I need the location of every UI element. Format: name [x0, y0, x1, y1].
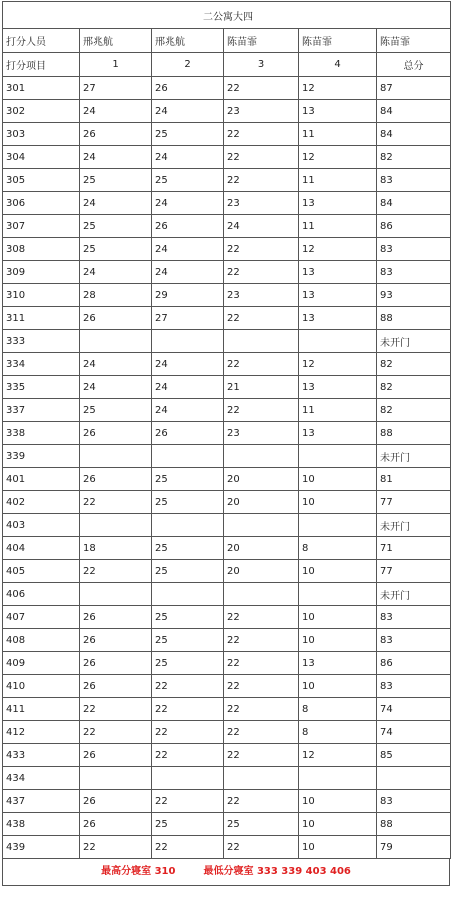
score-cell: 26 — [80, 468, 152, 491]
score-cell — [224, 514, 299, 537]
score-cell — [299, 767, 377, 790]
table-row — [3, 514, 451, 537]
score-cell: 22 — [224, 399, 299, 422]
score-cell: 23 — [224, 192, 299, 215]
table-row — [3, 767, 451, 790]
score-cell — [152, 330, 224, 353]
score-cell: 84 — [377, 192, 451, 215]
table-row — [3, 77, 451, 100]
score-cell: 88 — [377, 422, 451, 445]
table-row — [3, 790, 451, 813]
header-cell: 1 — [80, 53, 152, 77]
score-cell: 77 — [377, 560, 451, 583]
score-cell: 26 — [80, 675, 152, 698]
score-cell: 8 — [299, 537, 377, 560]
room-number-cell: 401 — [3, 468, 80, 491]
table-row — [3, 353, 451, 376]
room-number-cell: 335 — [3, 376, 80, 399]
score-cell: 22 — [80, 698, 152, 721]
score-cell: 74 — [377, 698, 451, 721]
room-number-cell: 309 — [3, 261, 80, 284]
score-cell: 24 — [152, 261, 224, 284]
score-cell: 13 — [299, 100, 377, 123]
room-number-cell: 402 — [3, 491, 80, 514]
table-row — [3, 675, 451, 698]
score-cell: 10 — [299, 560, 377, 583]
score-cell: 24 — [152, 192, 224, 215]
score-cell: 10 — [299, 675, 377, 698]
room-number-cell: 408 — [3, 629, 80, 652]
table-row — [3, 261, 451, 284]
score-cell: 24 — [80, 146, 152, 169]
lowest-score-note: 最低分寝室 333 339 403 406 — [203, 866, 351, 877]
score-cell: 13 — [299, 284, 377, 307]
score-cell — [80, 445, 152, 468]
room-number-cell: 301 — [3, 77, 80, 100]
table-row — [3, 192, 451, 215]
score-cell: 24 — [152, 238, 224, 261]
room-number-cell: 411 — [3, 698, 80, 721]
score-cell: 22 — [224, 77, 299, 100]
score-cell: 13 — [299, 261, 377, 284]
score-cell: 24 — [80, 192, 152, 215]
room-number-cell: 405 — [3, 560, 80, 583]
room-number-cell: 433 — [3, 744, 80, 767]
score-cell: 26 — [152, 77, 224, 100]
score-cell: 86 — [377, 652, 451, 675]
score-cell: 26 — [80, 307, 152, 330]
table-row — [3, 215, 451, 238]
score-cell: 11 — [299, 123, 377, 146]
table-row — [3, 583, 451, 606]
score-cell: 未开门 — [377, 514, 451, 537]
score-cell: 25 — [152, 652, 224, 675]
score-cell: 25 — [152, 169, 224, 192]
score-cell: 25 — [152, 537, 224, 560]
table-row — [3, 721, 451, 744]
score-cell: 24 — [80, 376, 152, 399]
room-number-cell: 338 — [3, 422, 80, 445]
score-cell: 12 — [299, 146, 377, 169]
score-cell: 18 — [80, 537, 152, 560]
room-number-cell: 334 — [3, 353, 80, 376]
score-cell: 10 — [299, 468, 377, 491]
score-cell — [299, 514, 377, 537]
score-cell: 未开门 — [377, 583, 451, 606]
room-number-cell: 407 — [3, 606, 80, 629]
room-number-cell: 434 — [3, 767, 80, 790]
table-row — [3, 652, 451, 675]
room-number-cell: 304 — [3, 146, 80, 169]
score-cell: 13 — [299, 307, 377, 330]
score-cell: 13 — [299, 376, 377, 399]
table-row — [3, 836, 451, 859]
score-cell: 27 — [152, 307, 224, 330]
room-number-cell: 310 — [3, 284, 80, 307]
room-number-cell: 409 — [3, 652, 80, 675]
header-cell: 4 — [299, 53, 377, 77]
score-cell: 20 — [224, 560, 299, 583]
score-cell: 13 — [299, 652, 377, 675]
score-cell: 27 — [80, 77, 152, 100]
score-cell: 10 — [299, 813, 377, 836]
score-cell — [80, 514, 152, 537]
score-cell — [224, 330, 299, 353]
score-cell: 82 — [377, 399, 451, 422]
score-cell: 10 — [299, 790, 377, 813]
header-cell: 打分项目 — [3, 53, 80, 77]
score-cell: 8 — [299, 721, 377, 744]
table-row — [3, 123, 451, 146]
score-cell — [80, 767, 152, 790]
score-cell: 13 — [299, 192, 377, 215]
score-cell — [224, 767, 299, 790]
table-row — [3, 399, 451, 422]
score-cell: 26 — [80, 652, 152, 675]
score-cell: 25 — [152, 123, 224, 146]
table-row — [3, 813, 451, 836]
score-cell: 28 — [80, 284, 152, 307]
room-number-cell: 438 — [3, 813, 80, 836]
score-cell: 20 — [224, 491, 299, 514]
score-cell: 29 — [152, 284, 224, 307]
room-number-cell: 311 — [3, 307, 80, 330]
score-cell: 83 — [377, 238, 451, 261]
score-cell: 22 — [224, 169, 299, 192]
score-cell: 22 — [224, 146, 299, 169]
score-cell: 22 — [224, 629, 299, 652]
score-cell: 22 — [224, 652, 299, 675]
score-cell: 26 — [80, 123, 152, 146]
score-cell: 82 — [377, 376, 451, 399]
score-cell: 22 — [224, 744, 299, 767]
score-cell: 12 — [299, 77, 377, 100]
score-cell: 22 — [224, 261, 299, 284]
header-cell: 邢兆航 — [80, 29, 152, 53]
score-cell: 22 — [224, 238, 299, 261]
score-cell: 10 — [299, 606, 377, 629]
table-row — [3, 629, 451, 652]
score-cell — [152, 583, 224, 606]
score-cell: 25 — [152, 560, 224, 583]
score-cell: 22 — [152, 721, 224, 744]
room-number-cell: 410 — [3, 675, 80, 698]
score-cell: 22 — [80, 560, 152, 583]
table-row — [3, 698, 451, 721]
room-number-cell: 412 — [3, 721, 80, 744]
header-cell: 邢兆航 — [152, 29, 224, 53]
score-cell: 82 — [377, 146, 451, 169]
score-cell: 24 — [152, 376, 224, 399]
score-cell: 83 — [377, 790, 451, 813]
score-cell: 84 — [377, 123, 451, 146]
table-row — [3, 330, 451, 353]
room-number-cell: 406 — [3, 583, 80, 606]
header-cell: 3 — [224, 53, 299, 77]
score-cell — [224, 583, 299, 606]
table-row — [3, 744, 451, 767]
score-cell: 10 — [299, 491, 377, 514]
score-cell: 22 — [152, 744, 224, 767]
table-row — [3, 445, 451, 468]
table-title: 二公寓大四 — [3, 2, 451, 29]
score-cell: 24 — [80, 100, 152, 123]
score-cell: 22 — [152, 836, 224, 859]
score-cell: 26 — [152, 215, 224, 238]
score-sheet — [2, 1, 450, 886]
room-number-cell: 305 — [3, 169, 80, 192]
table-row — [3, 146, 451, 169]
table-row — [3, 238, 451, 261]
score-cell: 24 — [80, 353, 152, 376]
score-cell: 8 — [299, 698, 377, 721]
score-cell: 21 — [224, 376, 299, 399]
score-cell: 71 — [377, 537, 451, 560]
table-row — [3, 169, 451, 192]
score-cell: 22 — [80, 836, 152, 859]
score-cell: 83 — [377, 606, 451, 629]
header-cell: 2 — [152, 53, 224, 77]
score-cell: 77 — [377, 491, 451, 514]
score-cell: 86 — [377, 215, 451, 238]
score-cell: 未开门 — [377, 445, 451, 468]
score-cell: 22 — [224, 836, 299, 859]
table-row — [3, 422, 451, 445]
score-cell: 22 — [80, 721, 152, 744]
score-cell: 84 — [377, 100, 451, 123]
title-row — [3, 2, 451, 29]
table-row — [3, 307, 451, 330]
score-cell: 20 — [224, 537, 299, 560]
room-number-cell: 306 — [3, 192, 80, 215]
score-cell: 26 — [80, 629, 152, 652]
score-cell: 25 — [152, 468, 224, 491]
table-row — [3, 284, 451, 307]
table-row — [3, 468, 451, 491]
score-cell: 26 — [80, 744, 152, 767]
score-cell — [80, 583, 152, 606]
score-cell: 85 — [377, 744, 451, 767]
score-cell: 83 — [377, 629, 451, 652]
score-cell: 22 — [224, 123, 299, 146]
room-number-cell: 439 — [3, 836, 80, 859]
room-number-cell: 333 — [3, 330, 80, 353]
table-row — [3, 491, 451, 514]
score-cell: 12 — [299, 353, 377, 376]
score-cell: 24 — [152, 353, 224, 376]
score-cell — [152, 514, 224, 537]
header-cell: 陈苗霏 — [224, 29, 299, 53]
score-cell: 25 — [152, 491, 224, 514]
table-row — [3, 606, 451, 629]
score-cell: 22 — [224, 353, 299, 376]
score-cell: 12 — [299, 238, 377, 261]
score-cell: 23 — [224, 284, 299, 307]
score-cell: 24 — [152, 146, 224, 169]
score-cell: 24 — [80, 261, 152, 284]
score-cell: 22 — [224, 307, 299, 330]
score-cell: 24 — [152, 399, 224, 422]
score-cell — [299, 583, 377, 606]
room-number-cell: 302 — [3, 100, 80, 123]
score-cell — [377, 767, 451, 790]
score-cell: 88 — [377, 307, 451, 330]
score-cell: 23 — [224, 422, 299, 445]
score-cell: 88 — [377, 813, 451, 836]
score-cell: 81 — [377, 468, 451, 491]
room-number-cell: 404 — [3, 537, 80, 560]
score-cell: 12 — [299, 744, 377, 767]
score-cell: 26 — [80, 790, 152, 813]
room-number-cell: 337 — [3, 399, 80, 422]
score-cell: 22 — [224, 698, 299, 721]
score-cell: 25 — [224, 813, 299, 836]
header-cell: 打分人员 — [3, 29, 80, 53]
header-row-items — [3, 53, 451, 77]
room-number-cell: 339 — [3, 445, 80, 468]
score-cell: 83 — [377, 169, 451, 192]
score-cell: 83 — [377, 675, 451, 698]
score-cell: 24 — [152, 100, 224, 123]
score-cell — [299, 330, 377, 353]
score-cell: 22 — [152, 698, 224, 721]
score-cell: 13 — [299, 422, 377, 445]
score-cell: 22 — [224, 606, 299, 629]
score-cell: 23 — [224, 100, 299, 123]
table-row — [3, 537, 451, 560]
score-cell: 87 — [377, 77, 451, 100]
room-number-cell: 403 — [3, 514, 80, 537]
score-cell: 22 — [224, 790, 299, 813]
score-cell: 22 — [152, 675, 224, 698]
score-cell: 22 — [80, 491, 152, 514]
score-cell: 25 — [152, 606, 224, 629]
score-cell: 25 — [80, 169, 152, 192]
score-cell: 82 — [377, 353, 451, 376]
header-cell: 陈苗霏 — [377, 29, 451, 53]
header-cell: 陈苗霏 — [299, 29, 377, 53]
score-cell: 22 — [152, 790, 224, 813]
score-cell — [299, 445, 377, 468]
score-cell: 11 — [299, 169, 377, 192]
score-cell: 25 — [80, 399, 152, 422]
score-cell: 未开门 — [377, 330, 451, 353]
score-cell: 10 — [299, 836, 377, 859]
score-cell — [152, 445, 224, 468]
score-cell: 26 — [80, 422, 152, 445]
score-cell: 10 — [299, 629, 377, 652]
header-cell: 总分 — [377, 53, 451, 77]
score-cell — [80, 330, 152, 353]
table-row — [3, 560, 451, 583]
score-cell: 25 — [152, 813, 224, 836]
score-cell: 26 — [152, 422, 224, 445]
highest-score-note: 最高分寝室 310 — [101, 866, 176, 877]
table-row — [3, 376, 451, 399]
room-number-cell: 308 — [3, 238, 80, 261]
score-cell: 22 — [224, 721, 299, 744]
score-cell: 24 — [224, 215, 299, 238]
score-cell: 26 — [80, 606, 152, 629]
room-number-cell: 307 — [3, 215, 80, 238]
dorm-score-table — [2, 1, 451, 859]
score-cell: 93 — [377, 284, 451, 307]
header-row-raters — [3, 29, 451, 53]
score-cell: 74 — [377, 721, 451, 744]
score-cell: 83 — [377, 261, 451, 284]
score-cell — [224, 445, 299, 468]
table-row — [3, 100, 451, 123]
room-number-cell: 303 — [3, 123, 80, 146]
score-cell: 11 — [299, 215, 377, 238]
room-number-cell: 437 — [3, 790, 80, 813]
score-cell: 79 — [377, 836, 451, 859]
score-cell: 20 — [224, 468, 299, 491]
summary-footer — [2, 859, 450, 886]
score-cell: 11 — [299, 399, 377, 422]
score-cell: 26 — [80, 813, 152, 836]
score-cell: 22 — [224, 675, 299, 698]
score-cell — [152, 767, 224, 790]
score-cell: 25 — [152, 629, 224, 652]
score-cell: 25 — [80, 238, 152, 261]
score-cell: 25 — [80, 215, 152, 238]
